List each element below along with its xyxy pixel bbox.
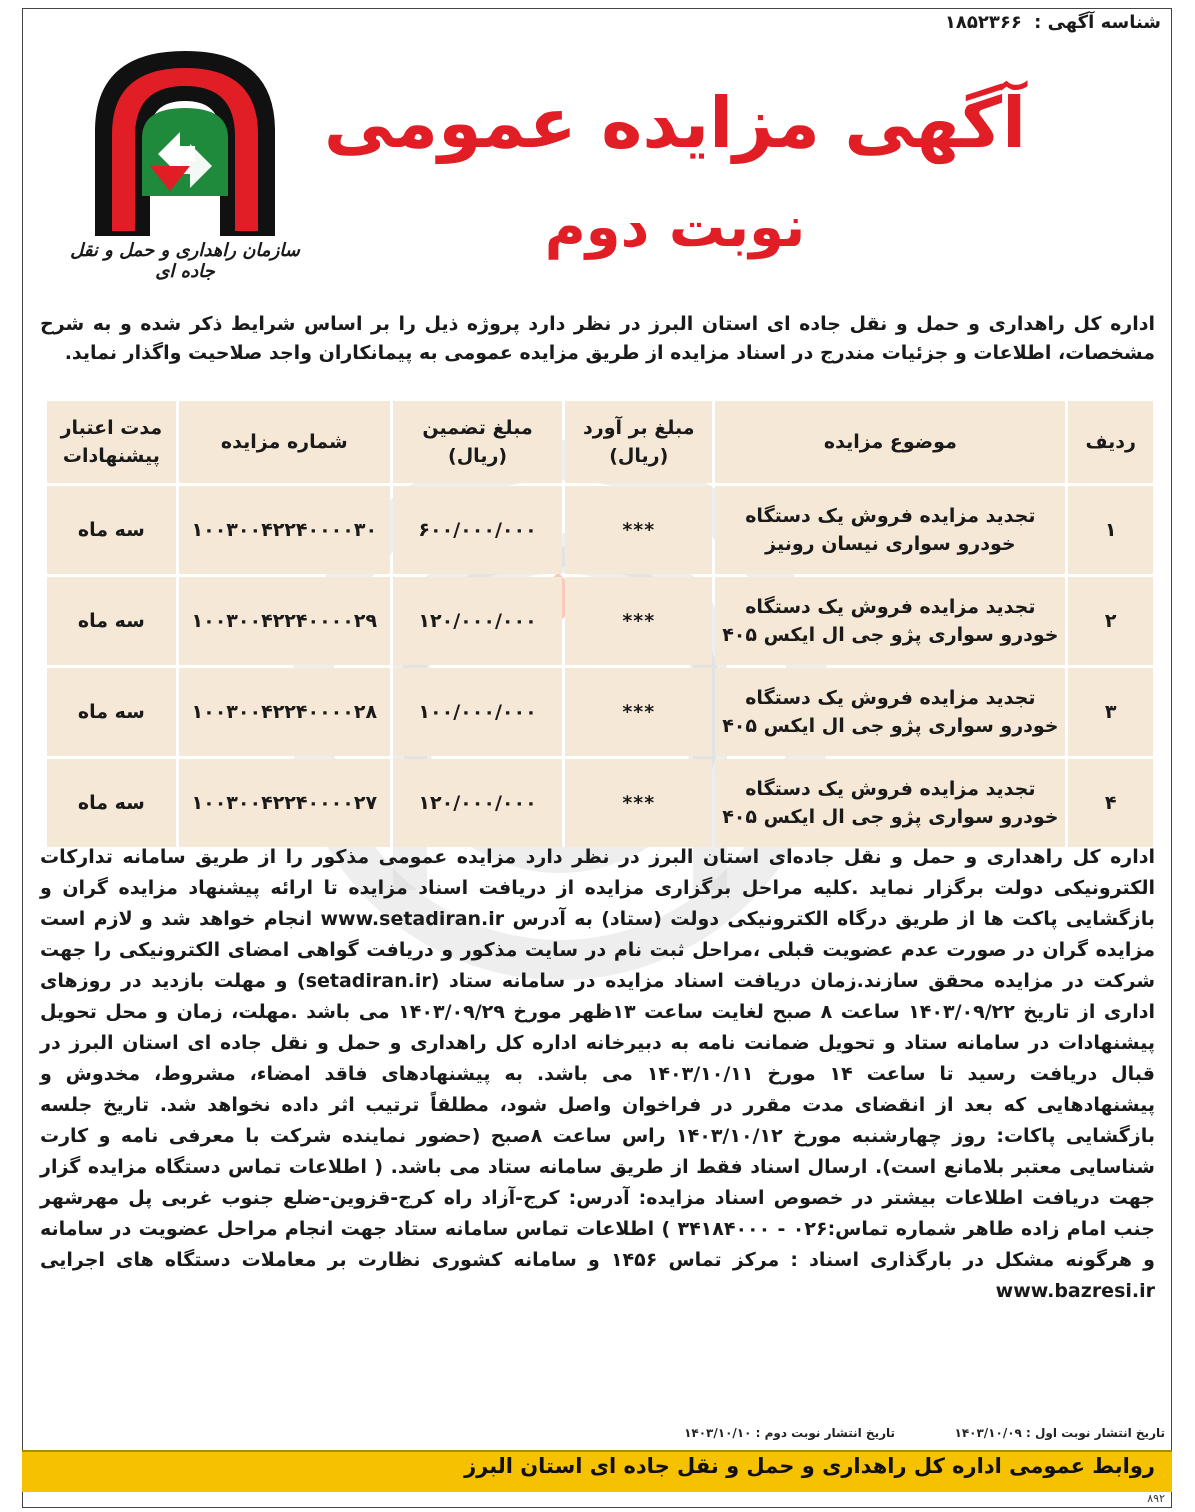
ad-id-value: ۱۸۵۲۳۶۶ — [944, 12, 1022, 33]
corner-code: ۸۹۲ — [1147, 1492, 1165, 1505]
header-guarantee: مبلغ تضمین (ریال) — [393, 401, 562, 483]
publication-date-second: تاریخ انتشار نوبت دوم : ۱۴۰۳/۱۰/۱۰ — [684, 1426, 895, 1440]
table-row — [47, 668, 1153, 756]
cell-guarantee: ۱۲۰/۰۰۰/۰۰۰ — [393, 577, 562, 665]
cell-row-number: ۴ — [1068, 759, 1153, 847]
cell-validity: سه ماه — [47, 759, 176, 847]
table-row — [47, 577, 1153, 665]
cell-estimate: *** — [565, 759, 712, 847]
cell-guarantee: ۱۰۰/۰۰۰/۰۰۰ — [393, 668, 562, 756]
header-row-number: ردیف — [1068, 401, 1153, 483]
header-validity: مدت اعتبار پیشنهادات — [47, 401, 176, 483]
page-subtitle: نوبت دوم — [544, 195, 806, 260]
cell-row-number: ۲ — [1068, 577, 1153, 665]
cell-auction-number: ۱۰۰۳۰۰۴۲۲۴۰۰۰۰۲۸ — [179, 668, 390, 756]
page-title: آگهی مزایده عمومی — [323, 82, 1027, 164]
cell-validity: سه ماه — [47, 486, 176, 574]
cell-estimate: *** — [565, 668, 712, 756]
logo-caption: سازمان راهداری و حمل و نقل جاده ای — [70, 240, 300, 282]
publication-date-first: تاریخ انتشار نوبت اول : ۱۴۰۳/۱۰/۰۹ — [954, 1426, 1165, 1440]
cell-estimate: *** — [565, 577, 712, 665]
cell-auction-number: ۱۰۰۳۰۰۴۲۲۴۰۰۰۰۲۹ — [179, 577, 390, 665]
cell-validity: سه ماه — [47, 668, 176, 756]
table-row — [47, 759, 1153, 847]
header-estimate: مبلغ بر آورد (ریال) — [565, 401, 712, 483]
cell-validity: سه ماه — [47, 577, 176, 665]
auction-table — [44, 398, 1156, 850]
cell-subject: تجدید مزایده فروش یک دستگاه خودرو سواری پژو جی ال ایکس ۴۰۵ — [715, 577, 1065, 665]
cell-subject: تجدید مزایده فروش یک دستگاه خودرو سواری پژو جی ال ایکس ۴۰۵ — [715, 759, 1065, 847]
cell-subject: تجدید مزایده فروش یک دستگاه خودرو سواری نیسان رونیز — [715, 486, 1065, 574]
ad-id — [945, 12, 1161, 33]
cell-row-number: ۱ — [1068, 486, 1153, 574]
header-subject: موضوع مزایده — [715, 401, 1065, 483]
cell-auction-number: ۱۰۰۳۰۰۴۲۲۴۰۰۰۰۳۰ — [179, 486, 390, 574]
ad-id-label: شناسه آگهی : — [1034, 12, 1161, 33]
cell-guarantee: ۱۲۰/۰۰۰/۰۰۰ — [393, 759, 562, 847]
table-row — [47, 486, 1153, 574]
cell-subject: تجدید مزایده فروش یک دستگاه خودرو سواری پژو جی ال ایکس ۴۰۵ — [715, 668, 1065, 756]
footer-publisher: روابط عمومی اداره کل راهداری و حمل و نقل جاده ای استان البرز — [464, 1454, 1155, 1478]
cell-row-number: ۳ — [1068, 668, 1153, 756]
intro-paragraph: اداره کل راهداری و حمل و نقل جاده ای استان البرز در نظر دارد پروژه ذیل را بر اساس شرایط ذکر شده و به شرح مشخصات، اطلاعات و جزئیات مندرج در اسناد مزایده از طریق مزایده عمومی به پیمانکاران واجد صلاحیت واگذار نماید. — [40, 313, 1155, 364]
cell-auction-number: ۱۰۰۳۰۰۴۲۲۴۰۰۰۰۲۷ — [179, 759, 390, 847]
cell-estimate: *** — [565, 486, 712, 574]
cell-guarantee: ۶۰۰/۰۰۰/۰۰۰ — [393, 486, 562, 574]
conditions-paragraph: اداره کل راهداری و حمل و نقل جاده‌ای استان البرز در نظر دارد مزایده عمومی مذکور را از طریق سامانه تدارکات الکترونیکی دولت برگزار نماید .کلیه مراحل برگزاری مزایده از دریافت اسناد مزایده تا ارائه پیشنهاد مزایده گران و بازگشایی پاکت ها از طریق درگاه الکترونیکی دولت (ستاد) به آدرس www.setadiran.ir انجام خواهد شد و لازم است مزایده گران در صورت عدم عضویت قبلی ،مراحل ثبت نام در سایت مذکور و دریافت گواهی امضای الکترونیکی را جهت شرکت در مزایده محقق سازند.زمان دریافت اسناد مزایده در سامانه ستاد (setadiran.ir) و مهلت بازدید در روزهای اداری از تاریخ ۱۴۰۳/۰۹/۲۲ ساعت ۸ صبح لغایت ساعت ۱۳ظهر مورخ ۱۴۰۳/۰۹/۲۹ می باشد .مهلت، زمان و محل تحویل پیشنهادات در سامانه ستاد و تحویل ضمانت نامه به دبیرخانه اداره کل راهداری و حمل و نقل جاده ای استان البرز در قبال دریافت رسید تا ساعت ۱۴ مورخ ۱۴۰۳/۱۰/۱۱ می باشد. به پیشنهادهای فاقد امضاء، مشروط، مخدوش و پیشنهادهایی که بعد از انقضای مدت مقرر در فراخوان واصل شود، مطلقاً ترتیب اثر داده نخواهد شد. تاریخ جلسه بازگشایی پاکات: روز چهارشنبه مورخ ۱۴۰۳/۱۰/۱۲ راس ساعت ۸صبح (حضور نماینده شرکت با معرفی نامه و کارت شناسایی معتبر بلامانع است). ارسال اسناد فقط از طریق سامانه ستاد می باشد. ( اطلاعات تماس دستگاه مزایده گزار جهت دریافت اطلاعات بیشتر در خصوص اسناد مزایده: آدرس: کرج-آزاد راه کرج-قزوین-ضلع جنوب غربی پل مهرشهر جنب امام زاده طاهر شماره تماس:۰۲۶ - ۳۴۱۸۴۰۰۰ ) اطلاعات تماس سامانه ستاد جهت انجام مراحل عضویت در سامانه و هرگونه مشکل در بارگذاری اسناد : مرکز تماس ۱۴۵۶ و سامانه کشوری نظارت بر معاملات دستگاه های اجرایی www.bazresi.ir — [40, 846, 1155, 1302]
header-auction-number: شماره مزایده — [179, 401, 390, 483]
table-header-row — [47, 401, 1153, 483]
